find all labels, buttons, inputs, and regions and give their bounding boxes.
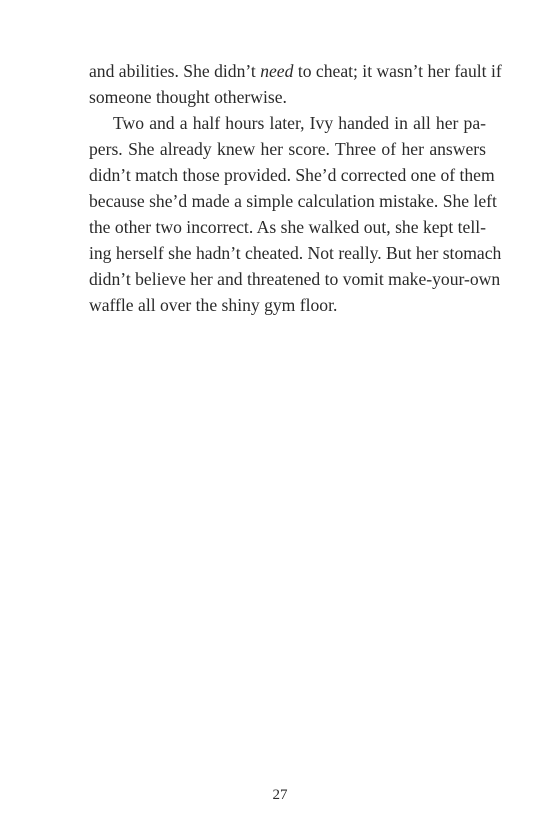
paragraph-2-line-8: waffle all over the shiny gym floor. (89, 295, 338, 315)
text-run: and abilities. She didn’t (89, 61, 261, 81)
body-text (89, 58, 502, 318)
page-number: 27 (272, 787, 288, 803)
paragraph-2-line-3: didn’t match those provided. She’d corrected one of them (89, 165, 495, 185)
paragraph-2-line-7: didn’t believe her and threatened to vomit make-your-own (89, 269, 501, 289)
paragraph-2-line-1: Two and a half hours later, Ivy handed in all her pa- (113, 113, 486, 133)
paragraph-1-line-2: someone thought otherwise. (89, 87, 287, 107)
paragraph-2-line-6: ing herself she hadn’t cheated. Not really. But her stomach (89, 243, 502, 263)
emphasis-text: need (260, 61, 294, 81)
paragraph-2-line-4: because she’d made a simple calculation mistake. She left (89, 191, 497, 211)
text-run: to cheat; it wasn’t her fault if (293, 61, 502, 81)
paragraph-1-line-1 (89, 58, 502, 84)
paragraph-2-line-2: pers. She already knew her score. Three of her answers (89, 139, 486, 159)
paragraph-2-line-5: the other two incorrect. As she walked out, she kept tell- (89, 217, 486, 237)
